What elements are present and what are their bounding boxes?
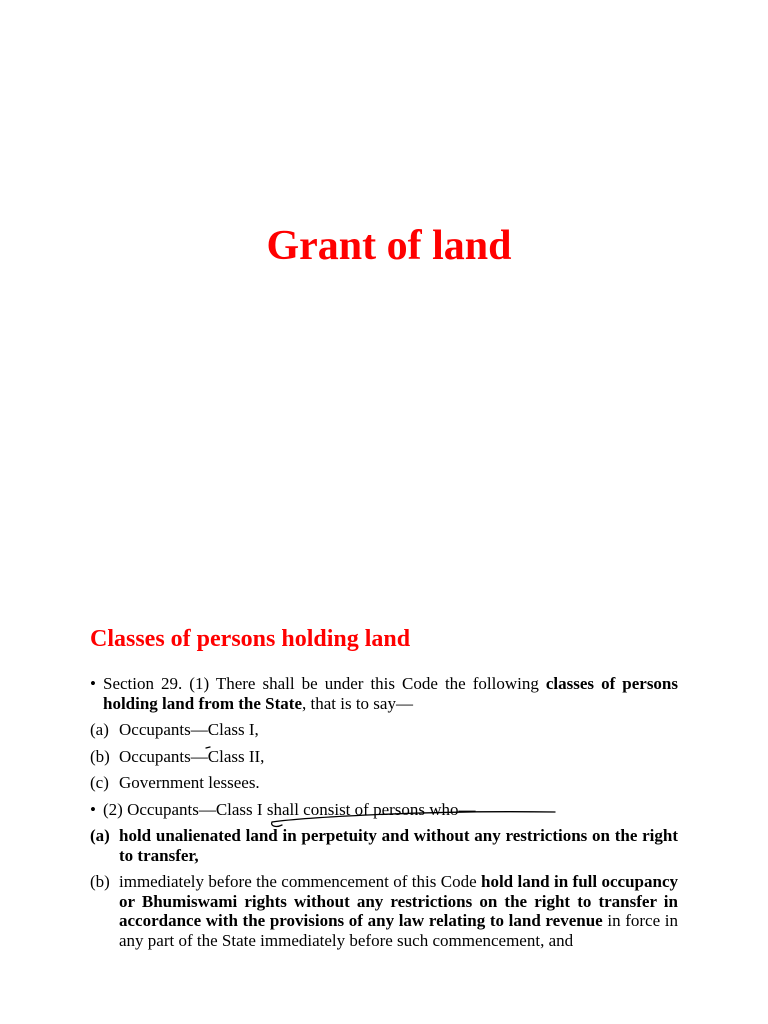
sub-item-a <box>90 826 678 865</box>
section-heading: Classes of persons holding land <box>90 626 411 652</box>
item-label: (a) <box>90 826 110 845</box>
slide-body <box>90 674 678 953</box>
bullet-paragraph-section-29 <box>90 674 678 713</box>
item-bold-text: hold land in full occupancy or Bhumiswami rights without any restrictions on the right to transfer in accordance with the provisions of any law relating to land revenue <box>119 872 678 930</box>
paragraph-text: (2) Occupants—Class I shall consist of persons who— <box>103 799 476 819</box>
item-label: (a) <box>90 720 109 739</box>
item-bold-text: hold unalienated land in perpetuity and without any restrictions on the right to transfer, <box>119 826 678 865</box>
list-item <box>90 773 678 793</box>
bullet-paragraph-occupants-class-1 <box>90 800 678 820</box>
item-text: Occupants—Class II, <box>119 746 265 766</box>
slide-title: Grant of land <box>266 223 512 269</box>
item-label: (b) <box>90 872 110 891</box>
paragraph-text: , that is to say— <box>302 693 413 713</box>
paragraph-text: Section 29. (1) There shall be under this Code the following <box>103 674 546 693</box>
list-item <box>90 720 678 740</box>
item-text: Occupants—Class I, <box>119 720 259 739</box>
list-item <box>90 747 678 767</box>
paragraph-bold-text: classes of persons holding land from the State <box>103 674 678 713</box>
item-text: Government lessees. <box>119 773 260 792</box>
bullet-marker: • <box>90 674 96 693</box>
content-slide <box>0 600 768 1024</box>
item-text: in force in any part of the State immediately before such commencement, and <box>119 911 679 950</box>
bullet-marker: • <box>90 799 96 819</box>
sub-item-b <box>90 872 678 950</box>
item-label: (b) <box>90 746 110 766</box>
item-label: (c) <box>90 773 109 792</box>
item-text: immediately before the commencement of this Code <box>119 872 481 891</box>
